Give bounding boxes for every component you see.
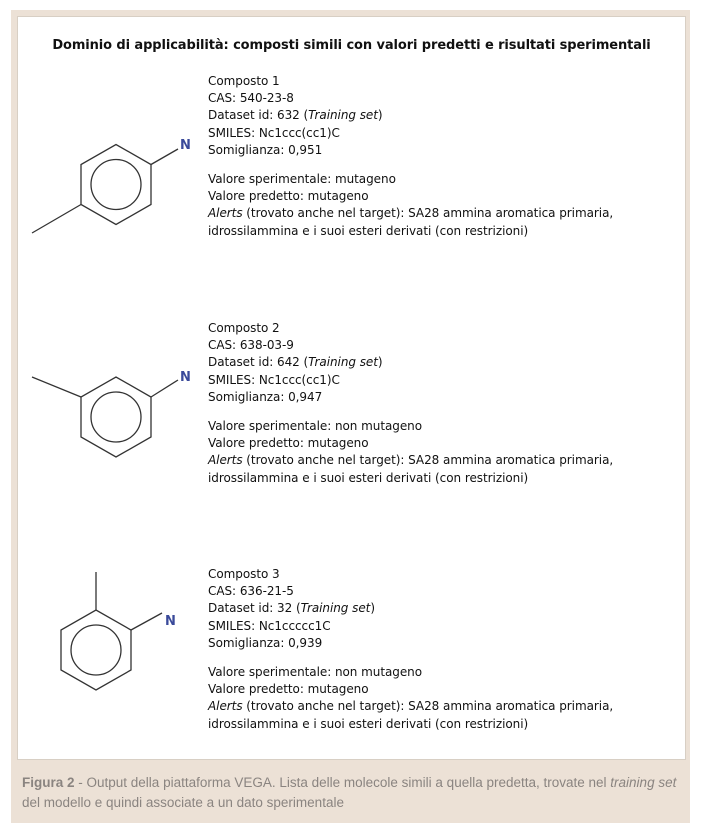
dataset-id: Dataset id: 642 (Training set) — [208, 355, 383, 370]
dataset-id: Dataset id: 32 (Training set) — [208, 601, 375, 616]
compound-2-info — [208, 320, 613, 487]
figure-caption: Figura 2 - Output della piattaforma VEGA. Lista delle molecole simili a quella predetta, trovate nel training set del modello e quindi associate a un dato sperimentale — [22, 775, 677, 810]
structure-compound-3 — [38, 568, 198, 713]
compound-name: Composto 2 — [208, 321, 280, 335]
compound-1-info — [208, 73, 613, 240]
methyl-bond — [32, 377, 81, 397]
cas-number: CAS: 540-23-8 — [208, 91, 294, 106]
amine-bond — [131, 613, 162, 630]
similarity: Somiglianza: 0,951 — [208, 142, 323, 157]
nitrogen-label: N — [165, 614, 176, 629]
predicted-value: Valore predetto: mutageno — [208, 682, 369, 697]
experimental-value: Valore sperimentale: non mutageno — [208, 665, 423, 680]
aromatic-circle — [91, 160, 141, 210]
alerts-cont: idrossilammina e i suoi esteri derivati (con restrizioni) — [208, 470, 529, 485]
cas-number: CAS: 636-21-5 — [208, 584, 294, 599]
methyl-bond — [32, 205, 81, 234]
caption-label: Figura 2 — [22, 775, 75, 790]
structure-compound-1 — [28, 135, 198, 240]
similarity: Somiglianza: 0,947 — [208, 389, 323, 404]
experimental-value: Valore sperimentale: mutageno — [208, 172, 396, 187]
alerts: Alerts (trovato anche nel target): SA28 ammina aromatica primaria, — [208, 699, 614, 714]
compound-3-info — [208, 566, 613, 733]
dataset-id: Dataset id: 632 (Training set) — [208, 108, 383, 123]
compound-name: Composto 3 — [208, 567, 280, 581]
predicted-value: Valore predetto: mutageno — [208, 436, 369, 451]
experimental-value: Valore sperimentale: non mutageno — [208, 419, 423, 434]
nitrogen-label: N — [180, 138, 191, 153]
smiles: SMILES: Nc1ccccc1C — [208, 618, 331, 633]
panel-title: Dominio di applicabilità: composti simili con valori predetti e risultati sperimentali — [52, 38, 651, 53]
alerts: Alerts (trovato anche nel target): SA28 ammina aromatica primaria, — [208, 206, 614, 221]
structure-compound-2 — [28, 360, 198, 460]
alerts: Alerts (trovato anche nel target): SA28 ammina aromatica primaria, — [208, 453, 614, 468]
aromatic-circle — [71, 625, 121, 675]
amine-bond — [151, 149, 178, 165]
cas-number: CAS: 638-03-9 — [208, 338, 294, 353]
alerts-cont: idrossilammina e i suoi esteri derivati (con restrizioni) — [208, 716, 529, 731]
amine-bond — [151, 380, 178, 397]
aromatic-circle — [91, 392, 141, 442]
similarity: Somiglianza: 0,939 — [208, 635, 323, 650]
smiles: SMILES: Nc1ccc(cc1)C — [208, 125, 340, 140]
alerts-cont: idrossilammina e i suoi esteri derivati (con restrizioni) — [208, 223, 529, 238]
predicted-value: Valore predetto: mutageno — [208, 189, 369, 204]
nitrogen-label: N — [180, 370, 191, 385]
compound-name: Composto 1 — [208, 74, 280, 88]
smiles: SMILES: Nc1ccc(cc1)C — [208, 372, 340, 387]
